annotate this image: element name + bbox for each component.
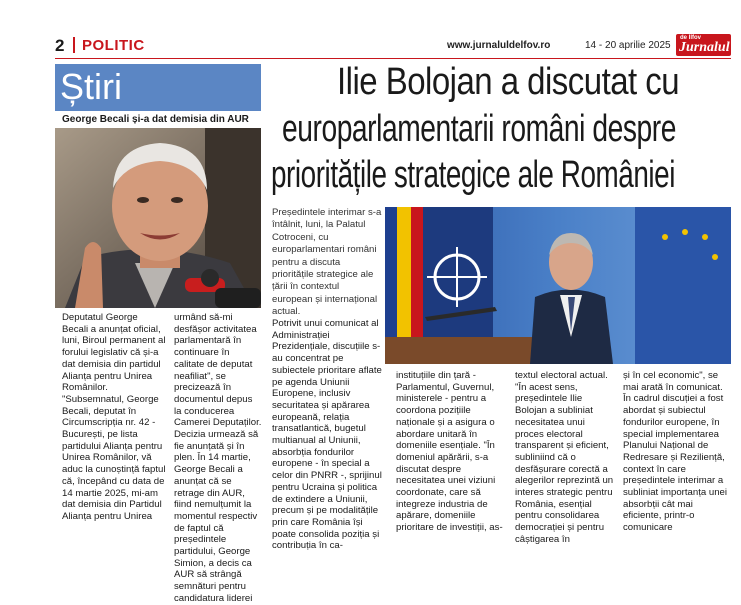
bolojan-photo [385, 207, 731, 364]
page-number: 2 [55, 36, 65, 55]
headline-line-1: Ilie Bolojan a discutat cu [337, 60, 680, 103]
sidebar-headline: George Becali și-a dat demisia din AUR [62, 114, 249, 125]
article-column-4: și în cel economic", se mai arată în comunicat. În cadrul discuției a fost abordat și subiectul fondurilor europene, în special implementarea Planului Național de Redresare și Reziliență, context în care președintele interimar a subliniat importanța unei absorbții cât mai eficiente, printr-o comunicare [623, 370, 727, 534]
becali-photo [55, 128, 261, 308]
header-rule [55, 58, 731, 59]
logo-subtitle: de Ilfov [680, 35, 702, 41]
newspaper-logo [676, 34, 731, 56]
sidebar-column-2: urmând să-mi desfășor activitatea parlamentară în continuare în calitate de deputat neafiliat", se precizează în documentul depus la conducerea Camerei Deputaților. Decizia urmează să fie anunțată și în plen. În 14 martie, George Becali a anunțat că se retrage din AUR, fiind nemulțumit la momentul respectiv de faptul că președintele partidului, George Simion, a decis ca AUR să strângă semnături pentru candidatura liderei [174, 312, 262, 604]
article-column-2: instituțiile din țară - Parlamentul, Guvernul, ministerele - pentru a coordona pozițiile naționale și a asigura o abordare unitară în domeniile esențiale. "În domeniul apărării, s-a discutat despre necesitatea unei viziuni coordonate, care să integreze industria de apărare, domeniile prioritare de investiții, as- [396, 370, 503, 534]
sidebar-column-1: Deputatul George Becali a anunțat oficial, luni, Biroul permanent al forului legislativ că și-a dat demisia din partidul Alianța pentru Unirea Românilor. "Subsemnatul, George Becali, deputat în Circumscripția nr. 42 - București, pe lista partidului Alianța pentru Unirea Românilor, vă aduc la cunoștință faptul că, începând cu data de 14 martie 2025, mi-am dat demisia din Partidul Alianța pentru Unirea [62, 312, 166, 522]
issue-dates: 14 - 20 aprilie 2025 [585, 40, 671, 51]
news-section-title: Știri [60, 66, 122, 107]
article-column-1: Potrivit unui comunicat al Administrației Prezidențiale, discuțiile s-au concentrat pe subiectele prioritare aflate pe agenda Uniunii Europene, inclusiv securitatea și apărarea europeană, relația transatlantică, bugetul multianual al Uniunii, absorbția fondurilor europene - în special a celor din PNRR -, sprijinul pentru Ucraina și politica de extindere a Uniunii, precum și pe modalitățile prin care România își poate consolida poziția și contribuția în ca- [272, 318, 382, 552]
headline-line-2: europarlamentarii români despre [282, 107, 676, 150]
article-intro: Președintele interimar s-a întâlnit, luni, la Palatul Cotroceni, cu europarlamentari români pentru a discuta prioritățile strategice ale țării în contextul european și internațional actual. [272, 207, 382, 318]
header-separator [73, 37, 75, 53]
website-url: www.jurnaluldelfov.ro [447, 40, 551, 51]
logo-title: Jurnalul [679, 40, 730, 55]
headline-line-3: prioritățile strategice ale României [271, 153, 675, 196]
article-column-3: textul electoral actual. "În acest sens, președintele Ilie Bolojan a subliniat necesitatea unui proces electoral transparent și eficient, subliniind că o desfășurare corectă a alegerilor reprezintă un interes strategic pentru România, esențial pentru consolidarea democrației și pentru câștigarea în [515, 370, 614, 545]
section-label: POLITIC [82, 37, 145, 54]
